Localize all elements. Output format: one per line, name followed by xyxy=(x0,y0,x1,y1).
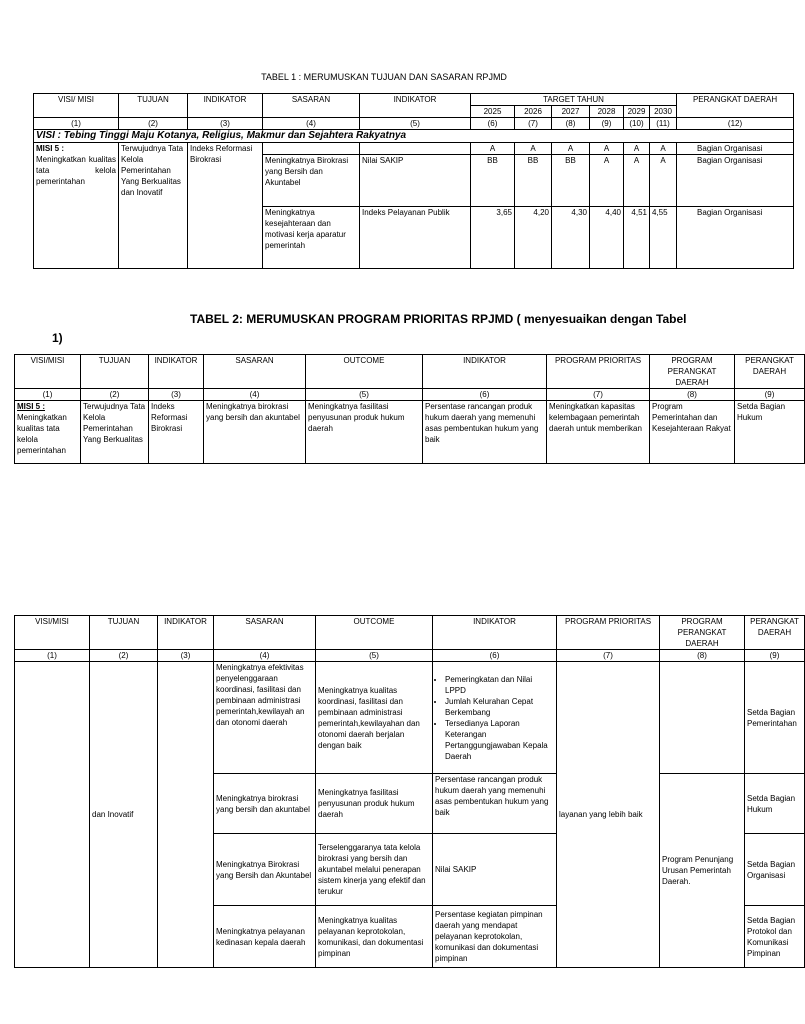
t3-tujuan: dan Inovatif xyxy=(90,662,158,968)
t3-head-program-pd: PROGRAM PERANGKAT DAERAH xyxy=(660,616,745,650)
t3-sasaran: Meningkatnya birokrasi yang bersih dan akuntabel xyxy=(214,774,316,834)
t3-num: (1) xyxy=(15,650,90,662)
t1-num: (2) xyxy=(119,118,188,130)
t1-sasaran-empty xyxy=(263,143,360,155)
t3-outcome: Terselenggaranya tata kelola birokrasi yang bersih dan akuntabel melalui penerapan sistem kinerja yang efektif dan terukur xyxy=(316,834,433,906)
t2-head-program-pd: PROGRAM PERANGKAT DAERAH xyxy=(650,355,735,389)
t2-misi-text: Meningkatkan kualitas tata kelola pemerintahan xyxy=(17,413,67,455)
t3-head-indikator2: INDIKATOR xyxy=(433,616,557,650)
t1-head-visi-misi: VISI/ MISI xyxy=(34,94,119,118)
t3-num: (3) xyxy=(158,650,214,662)
t3-indikator2: Persentase kegiatan pimpinan daerah yang mendapat pelayanan keprotokolan, komunikasi dan dokumentasi pimpinan xyxy=(433,906,557,968)
t2-head-visi-misi: VISI/MISI xyxy=(15,355,81,389)
t2-head-perangkat: PERANGKAT DAERAH xyxy=(735,355,805,389)
t2-head-indikator: INDIKATOR xyxy=(149,355,204,389)
t1-target: A xyxy=(650,155,677,207)
t2-indikator2: Persentase rancangan produk hukum daerah yang memenuhi asas pembentukan hukum yang baik xyxy=(423,401,547,464)
t3-program-pd: Program Penunjang Urusan Pemerintah Daerah. xyxy=(660,774,745,968)
t1-head-sasaran: SASARAN xyxy=(263,94,360,118)
t3-program-prioritas: layanan yang lebih baik xyxy=(557,662,660,968)
t1-target: BB xyxy=(515,155,552,207)
t3-perangkat: Setda Bagian Protokol dan Komunikasi Pimpinan xyxy=(745,906,805,968)
t1-year: 2026 xyxy=(515,106,552,118)
t2-num: (5) xyxy=(306,389,423,401)
t1-misi-label: MISI 5 : xyxy=(36,144,65,153)
t1-year: 2029 xyxy=(624,106,650,118)
t3-indikator-item: • Pemeringkatan dan Nilai LPPD xyxy=(445,674,554,696)
t1-head-perangkat: PERANGKAT DAERAH xyxy=(677,94,794,118)
t3-indikator-empty xyxy=(158,662,214,968)
table2 xyxy=(14,354,805,464)
t1-target: A xyxy=(624,155,650,207)
t1-num: (6) xyxy=(471,118,515,130)
t2-num: (7) xyxy=(547,389,650,401)
t1-target: A xyxy=(590,155,624,207)
t1-target: 4,40 xyxy=(590,207,624,269)
t1-target: A xyxy=(471,143,515,155)
t2-num: (2) xyxy=(81,389,149,401)
t1-visi-row: VISI : Tebing Tinggi Maju Kotanya, Religius, Makmur dan Sejahtera Rakyatnya xyxy=(34,130,794,143)
t3-num: (7) xyxy=(557,650,660,662)
t1-year: 2030 xyxy=(650,106,677,118)
t3-perangkat: Setda Bagian Organisasi xyxy=(745,834,805,906)
table1 xyxy=(33,93,794,269)
t1-num: (9) xyxy=(590,118,624,130)
t1-target: 4,20 xyxy=(515,207,552,269)
t1-num: (12) xyxy=(677,118,794,130)
t1-indikator2-empty xyxy=(360,143,471,155)
t2-program-pd: Program Pemerintahan dan Kesejahteraan Rakyat xyxy=(650,401,735,464)
t1-num: (8) xyxy=(552,118,590,130)
t3-num: (9) xyxy=(745,650,805,662)
t1-target: 4,51 xyxy=(624,207,650,269)
t1-target: BB xyxy=(552,155,590,207)
t1-perangkat: Bagian Organisasi xyxy=(677,143,794,155)
t1-target: A xyxy=(650,143,677,155)
t3-num: (8) xyxy=(660,650,745,662)
t1-indikator2: Nilai SAKIP xyxy=(360,155,471,207)
t2-misi-cell xyxy=(15,401,81,464)
t1-num: (10) xyxy=(624,118,650,130)
t1-head-indikator: INDIKATOR xyxy=(188,94,263,118)
t1-perangkat: Bagian Organisasi xyxy=(677,207,794,269)
t2-tujuan: Terwujudnya Tata Kelola Pemerintahan Yang Berkualitas xyxy=(81,401,149,464)
table1-title: TABEL 1 : MERUMUSKAN TUJUAN DAN SASARAN RPJMD xyxy=(261,72,507,82)
t3-indikator-item: • Tersedianya Laporan Keterangan Pertanggungjawaban Kepala Daerah xyxy=(445,718,554,762)
t3-sasaran: Meningkatnya Birokrasi yang Bersih dan Akuntabel xyxy=(214,834,316,906)
t1-target: BB xyxy=(471,155,515,207)
t1-num: (3) xyxy=(188,118,263,130)
t1-year: 2028 xyxy=(590,106,624,118)
t2-sasaran: Meningkatnya birokrasi yang bersih dan akuntabel xyxy=(204,401,306,464)
t1-num: (11) xyxy=(650,118,677,130)
t3-head-sasaran: SASARAN xyxy=(214,616,316,650)
t1-misi-cell xyxy=(34,143,119,269)
t3-program-pd-empty xyxy=(660,662,745,774)
t1-misi-text: Meningkatkan kualitas tata kelola pemerintahan xyxy=(36,155,116,186)
t2-num: (8) xyxy=(650,389,735,401)
t1-target: A xyxy=(590,143,624,155)
t1-target: 4,55 xyxy=(650,207,677,269)
t1-perangkat: Bagian Organisasi xyxy=(677,155,794,207)
t2-num: (1) xyxy=(15,389,81,401)
t1-year: 2025 xyxy=(471,106,515,118)
t2-perangkat: Setda Bagian Hukum xyxy=(735,401,805,464)
t1-head-tujuan: TUJUAN xyxy=(119,94,188,118)
t3-head-tujuan: TUJUAN xyxy=(90,616,158,650)
t1-target: A xyxy=(515,143,552,155)
t3-outcome: Meningkatnya kualitas koordinasi, fasilitasi dan pembinaan administrasi pemerintah,kewilayahan dan otonomi daerah berjalan dengan baik xyxy=(316,662,433,774)
t3-visi-misi-empty xyxy=(15,662,90,968)
t3-num: (4) xyxy=(214,650,316,662)
t1-year: 2027 xyxy=(552,106,590,118)
t1-indikator: Indeks Reformasi Birokrasi xyxy=(188,143,263,269)
t2-head-tujuan: TUJUAN xyxy=(81,355,149,389)
t3-head-indikator: INDIKATOR xyxy=(158,616,214,650)
t3-head-visi-misi: VISI/MISI xyxy=(15,616,90,650)
t2-head-indikator2: INDIKATOR xyxy=(423,355,547,389)
t3-num: (5) xyxy=(316,650,433,662)
t1-target: A xyxy=(624,143,650,155)
t3-head-perangkat: PERANGKAT DAERAH xyxy=(745,616,805,650)
t1-head-indikator2: INDIKATOR xyxy=(360,94,471,118)
t3-indikator2-list xyxy=(433,662,557,774)
t2-head-outcome: OUTCOME xyxy=(306,355,423,389)
t1-sasaran: Meningkatnya kesejahteraan dan motivasi kerja aparatur pemerintah xyxy=(263,207,360,269)
t2-head-sasaran: SASARAN xyxy=(204,355,306,389)
t3-head-outcome: OUTCOME xyxy=(316,616,433,650)
t2-outcome: Meningkatnya fasilitasi penyusunan produk hukum daerah xyxy=(306,401,423,464)
t1-target: 4,30 xyxy=(552,207,590,269)
t2-head-program-prioritas: PROGRAM PRIORITAS xyxy=(547,355,650,389)
t3-outcome: Meningkatnya fasilitasi penyusunan produk hukum daerah xyxy=(316,774,433,834)
t1-head-target: TARGET TAHUN xyxy=(471,94,677,106)
t3-perangkat: Setda Bagian Pemerintahan xyxy=(745,662,805,774)
t3-indikator2: Nilai SAKIP xyxy=(433,834,557,906)
t2-num: (3) xyxy=(149,389,204,401)
t3-perangkat: Setda Bagian Hukum xyxy=(745,774,805,834)
t3-indikator2: Persentase rancangan produk hukum daerah yang memenuhi asas pembentukan hukum yang baik xyxy=(433,774,557,834)
t3-head-program-prioritas: PROGRAM PRIORITAS xyxy=(557,616,660,650)
t1-num: (4) xyxy=(263,118,360,130)
t1-tujuan: Terwujudnya Tata Kelola Pemerintahan Yang Berkualitas dan Inovatif xyxy=(119,143,188,269)
t3-outcome: Meningkatnya kualitas pelayanan keprotokolan, komunikasi, dan dokumentasi pimpinan xyxy=(316,906,433,968)
t2-indikator: Indeks Reformasi Birokrasi xyxy=(149,401,204,464)
table2-title: TABEL 2: MERUMUSKAN PROGRAM PRIORITAS RPJMD ( menyesuaikan dengan Tabel xyxy=(190,312,687,326)
t3-indikator-item: • Jumlah Kelurahan Cepat Berkembang xyxy=(445,696,554,718)
t1-sasaran: Meningkatnya Birokrasi yang Bersih dan Akuntabel xyxy=(263,155,360,207)
t1-target: 3,65 xyxy=(471,207,515,269)
t3-num: (6) xyxy=(433,650,557,662)
table2-title-cont: 1) xyxy=(52,331,63,345)
t3-sasaran: Meningkatnya pelayanan kedinasan kepala daerah xyxy=(214,906,316,968)
t1-target: A xyxy=(552,143,590,155)
t3-num: (2) xyxy=(90,650,158,662)
t1-num: (7) xyxy=(515,118,552,130)
t2-program-prioritas: Meningkatkan kapasitas kelembagaan pemerintah daerah untuk memberikan xyxy=(547,401,650,464)
t1-num: (1) xyxy=(34,118,119,130)
t1-indikator2: Indeks Pelayanan Publik xyxy=(360,207,471,269)
t2-num: (6) xyxy=(423,389,547,401)
table2-continued xyxy=(14,615,805,968)
t2-misi-label: MISI 5 : xyxy=(17,402,46,411)
t2-num: (9) xyxy=(735,389,805,401)
t1-num: (5) xyxy=(360,118,471,130)
t3-sasaran: Meningkatnya efektivitas penyelenggaraan koordinasi, fasilitasi dan pembinaan administrasi pemerintah,kewilayah an dan otonomi daerah xyxy=(214,662,316,774)
t2-num: (4) xyxy=(204,389,306,401)
